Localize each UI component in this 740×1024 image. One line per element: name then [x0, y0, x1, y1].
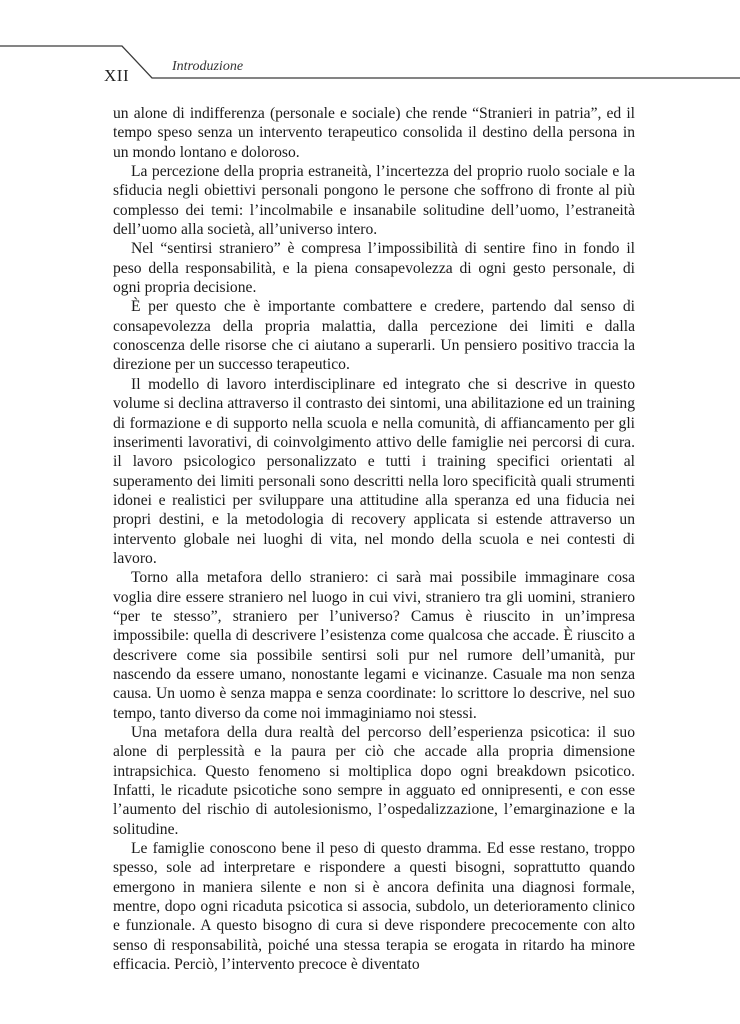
paragraph: un alone di indifferenza (personale e sociale) che rende “Stranieri in patria”, ed il tempo speso senza un intervento terapeutico consolida il destino della persona in un mondo lontano e doloroso.: [113, 105, 635, 161]
paragraph: È per questo che è importante combattere e credere, partendo dal senso di consapevolezza della propria malattia, dalla percezione dei limiti e dalla conoscenza delle risorse che ci aiutano a superarli. Un pensiero positivo traccia la direzione per un successo terapeutico.: [113, 298, 635, 374]
paragraph: Nel “sentirsi straniero” è compresa l’impossibilità di sentire fino in fondo il peso della responsabilità, e la piena consapevolezza di ogni gesto personale, di ogni propria decisione.: [113, 240, 635, 297]
page-number: XII: [104, 66, 130, 85]
paragraph: Il modello di lavoro interdisciplinare ed integrato che si descrive in questo volume si declina attraverso il contrasto dei sintomi, una abilitazione ed un training di formazione e di supporto nella scuola e nella comunità, di affiancamento per gli inserimenti lavorativi, di coinvolgimento attivo delle famiglie nei percorsi di cura. il lavoro psicologico personalizzato e tutti i training specifici orientati al superamento dei limiti personali sono descritti nella loro specificità quali strumenti idonei e realistici per sviluppare una attitudine alla speranza ed una fiducia nei propri destini, e la metodologia di recovery applicata si estende attraverso un intervento globale nei luoghi di vita, nel mondo della scuola e nei contesti di lavoro.: [113, 375, 635, 567]
body-text: [113, 104, 635, 974]
paragraph: Le famiglie conoscono bene il peso di questo dramma. Ed esse restano, troppo spesso, sole ad interpretare e rispondere a questi bisogni, soprattutto quando emergono in maniera silente e non si è ancora definita una diagnosi formale, mentre, dopo ogni ricaduta psicotica si associa, subdolo, un deterioramento clinico e funzionale. A questo bisogno di cura si deve rispondere precocemente con alto senso di responsabilità, poiché una stessa terapia se erogata in ritardo ha minore efficacia. Perciò, l’intervento precoce è diventato: [113, 840, 635, 974]
paragraph: La percezione della propria estraneità, l’incertezza del proprio ruolo sociale e la sfiducia negli obiettivi personali pongono le persone che soffrono di fronte al più complesso dei temi: l’incolmabile e insanabile solitudine dell’uomo, l’estraneità dell’uomo alla società, all’universo intero.: [113, 163, 635, 239]
running-title: Introduzione: [172, 59, 244, 74]
paragraph: Una metafora della dura realtà del percorso dell’esperienza psicotica: il suo alone di perplessità e la paura per ciò che accade alla propria dimensione intrapsichica. Questo fenomeno si moltiplica dopo ogni breakdown psicotico. Infatti, le ricadute psicotiche sono sempre in agguato ed onnipresenti, e con esse l’aumento del rischio di autolesionismo, l’ospedalizzazione, l’emarginazione e la solitudine.: [113, 724, 635, 838]
paragraph: Torno alla metafora dello straniero: ci sarà mai possibile immaginare cosa voglia dire essere straniero nel luogo in cui vivi, straniero tra gli uomini, straniero “per te stesso”, straniero per l’universo? Camus è riuscito in un’impresa impossibile: quella di descrivere l’esistenza come qualcosa che accade. È riuscito a descrivere come sia possibile sentirsi soli pur nel rumore dell’umanità, pur nascendo da essere umano, nonostante legami e vicinanze. Casuale ma non senza causa. Un uomo è senza mappa e senza coordinate: lo scrittore lo descrive, nel suo tempo, tanto diverso da come noi immaginiamo noi stessi.: [113, 569, 635, 722]
